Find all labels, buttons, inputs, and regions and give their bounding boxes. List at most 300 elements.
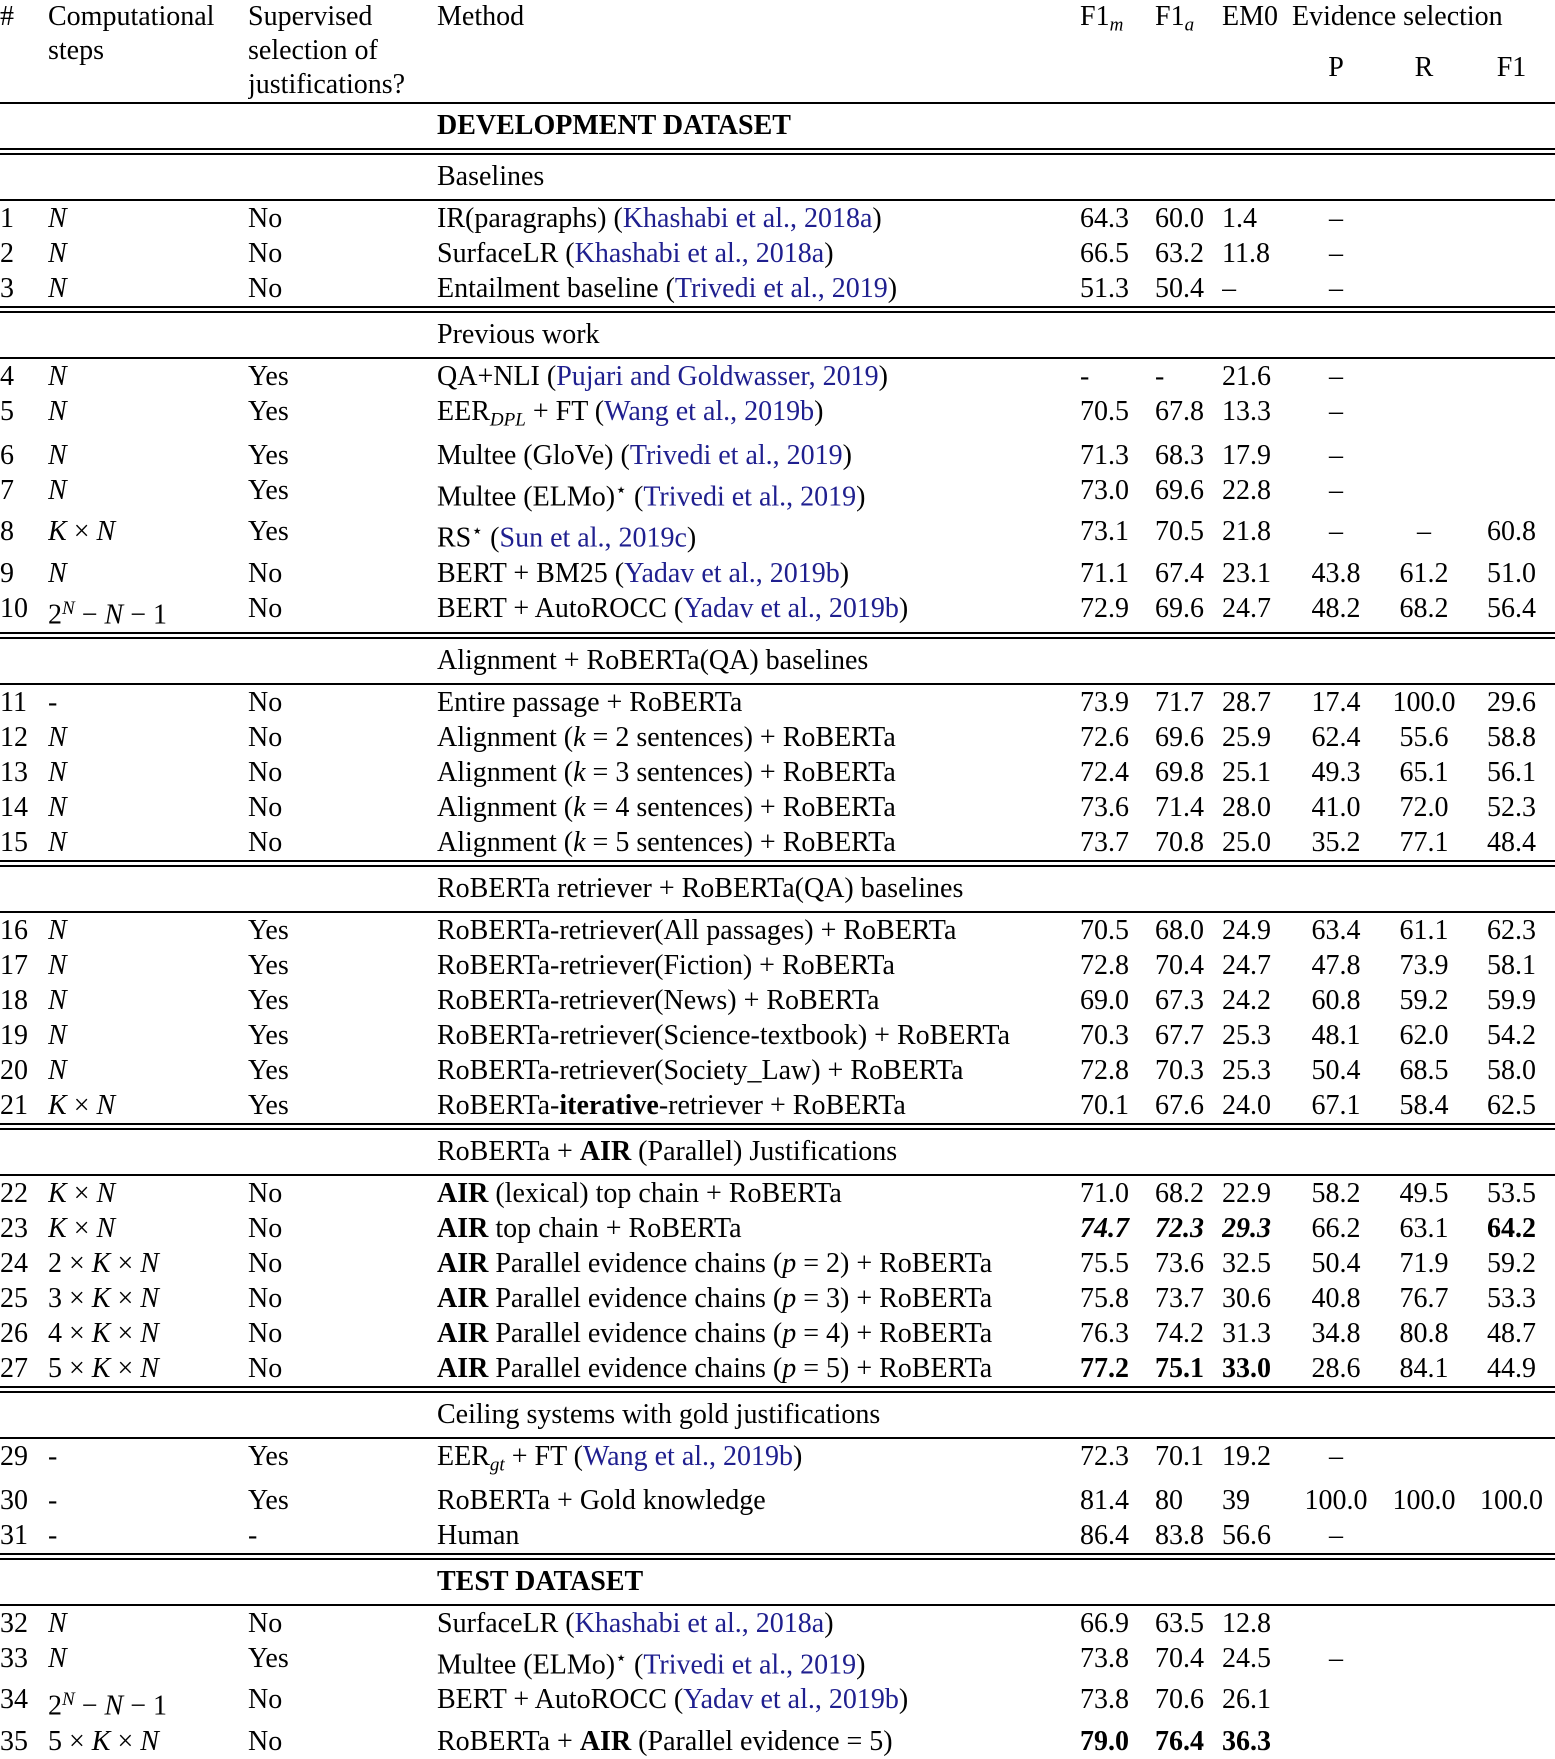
cell-em0: 24.9 <box>1222 912 1292 948</box>
text-segment: N <box>48 827 67 859</box>
section-row <box>0 103 1555 152</box>
cell-em0: 24.7 <box>1222 592 1271 624</box>
cell-recall: 58.4 <box>1399 1090 1449 1122</box>
cell-recall: 62.0 <box>1399 1020 1449 1052</box>
cell-recall: 63.1 <box>1399 1213 1449 1245</box>
cell-num: 30 <box>0 1484 28 1516</box>
cell-num: 2 <box>0 238 14 269</box>
text-segment: × <box>110 1318 141 1350</box>
text-segment: 29.3 <box>1222 1213 1271 1245</box>
cell-method <box>437 1351 1080 1390</box>
citation-link[interactable]: Wang et al., 2019b <box>583 1441 794 1473</box>
text-segment: K <box>91 1283 111 1315</box>
text-segment: − <box>74 599 105 631</box>
cell-f1m: 66.5 <box>1080 238 1129 269</box>
text-segment: SurfaceLR ( <box>437 238 575 269</box>
text-segment: K <box>91 1353 111 1385</box>
cell-f1a: 60.0 <box>1155 200 1222 236</box>
cell-evidence-f1 <box>1468 236 1555 271</box>
text-segment: Multee (GloVe) ( <box>437 439 630 471</box>
table-row <box>0 684 1555 720</box>
cell-f1m <box>1080 1211 1155 1246</box>
text-segment: RoBERTa + <box>437 1725 580 1757</box>
cell-f1a: 68.0 <box>1155 912 1222 948</box>
section-spacer <box>0 103 437 152</box>
cell-f1m: 70.5 <box>1080 396 1129 427</box>
cell-f1a <box>1155 1724 1222 1759</box>
text-segment: ) <box>793 1441 803 1473</box>
cell-recall <box>1380 1641 1468 1683</box>
cell-precision: – <box>1329 474 1343 506</box>
text-segment: Entire passage + RoBERTa <box>437 687 743 719</box>
section-title <box>437 1390 1555 1439</box>
table-row <box>0 1351 1555 1390</box>
cell-f1m: - <box>1080 358 1155 394</box>
cell-f1m: 73.1 <box>1080 516 1129 548</box>
cell-precision: 62.4 <box>1311 722 1361 754</box>
cell-evidence-f1: 48.4 <box>1487 827 1537 859</box>
text-segment: ) <box>898 1684 909 1716</box>
cell-recall <box>1380 1605 1468 1641</box>
cell-num: 20 <box>0 1055 28 1087</box>
cell-steps <box>48 1018 248 1053</box>
cell-em0: 22.8 <box>1222 474 1271 506</box>
text-segment: BERT + AutoROCC ( <box>437 592 684 624</box>
cell-f1a: 69.6 <box>1155 722 1204 754</box>
text-segment: × <box>110 1353 141 1385</box>
col-header-steps: Computational steps <box>48 1 215 66</box>
cell-precision: – <box>1329 1519 1343 1551</box>
citation-link[interactable]: Wang et al., 2019b <box>604 396 815 427</box>
cell-method <box>437 438 1080 473</box>
cell-em0: 28.0 <box>1222 792 1271 824</box>
cell-f1a: 83.8 <box>1155 1519 1204 1551</box>
cell-f1a: 73.7 <box>1155 1283 1204 1315</box>
text-segment: AIR <box>437 1283 489 1315</box>
cell-recall <box>1380 1518 1468 1557</box>
table-row <box>0 473 1555 515</box>
cell-recall: 68.5 <box>1399 1055 1449 1087</box>
text-segment: RoBERTa-retriever(Science-textbook) + RoBERTa <box>437 1020 1011 1052</box>
table-body <box>0 103 1555 1759</box>
cell-num: 11 <box>0 684 48 720</box>
col-header-evidence-f1: F1 <box>1496 51 1527 83</box>
cell-em0: 26.1 <box>1222 1684 1271 1716</box>
cell-method <box>437 358 1080 394</box>
cell-em0: 19.2 <box>1222 1438 1292 1483</box>
section-spacer <box>0 1127 437 1176</box>
cell-evidence-f1 <box>1468 358 1555 394</box>
cell-steps <box>48 514 248 556</box>
text-segment: 2 × <box>48 1248 92 1280</box>
text-segment: × <box>66 516 97 548</box>
text-segment: N <box>48 557 67 589</box>
cell-method <box>437 825 1080 864</box>
cell-num: 22 <box>0 1175 48 1211</box>
cell-method <box>437 514 1080 556</box>
text-segment: = 3 sentences) + RoBERTa <box>585 757 896 789</box>
citation-link[interactable]: Khashabi et al., 2018a <box>574 1607 825 1639</box>
section-title <box>437 310 1555 359</box>
cell-recall <box>1380 473 1468 515</box>
text-segment: Alignment ( <box>437 827 574 859</box>
text-segment: N <box>48 273 67 304</box>
text-segment: RoBERTa + <box>437 1136 580 1168</box>
text-segment: AIR <box>437 1318 489 1350</box>
cell-supervised: Yes <box>248 1090 289 1122</box>
section-spacer <box>0 152 437 201</box>
cell-recall: 73.9 <box>1399 950 1449 982</box>
text-segment: RoBERTa-retriever(Society_Law) + RoBERTa <box>437 1055 964 1087</box>
cell-steps <box>48 394 248 438</box>
cell-supervised: No <box>248 1725 283 1757</box>
text-segment: p <box>782 1318 797 1350</box>
text-segment: × <box>66 1178 97 1210</box>
cell-em0: 30.6 <box>1222 1283 1271 1315</box>
cell-f1a <box>1155 1351 1222 1390</box>
cell-steps <box>48 1316 248 1351</box>
cell-f1a: 69.6 <box>1155 474 1204 506</box>
cell-recall: 72.0 <box>1399 792 1449 824</box>
cell-steps <box>48 271 248 310</box>
cell-precision: – <box>1292 1438 1380 1483</box>
cell-f1a: 68.2 <box>1155 1175 1222 1211</box>
text-segment: = 3) + RoBERTa <box>796 1283 993 1315</box>
text-segment: RoBERTa-retriever(News) + RoBERTa <box>437 985 880 1017</box>
section-row <box>0 310 1555 359</box>
text-segment: AIR <box>579 1136 632 1168</box>
cell-f1m: 51.3 <box>1080 273 1129 304</box>
cell-precision: 40.8 <box>1311 1283 1361 1315</box>
cell-em0: 25.1 <box>1222 757 1271 789</box>
cell-f1a: 63.2 <box>1155 238 1204 269</box>
table-row <box>0 1281 1555 1316</box>
cell-f1a: 70.4 <box>1155 1642 1204 1674</box>
cell-precision <box>1292 1724 1380 1759</box>
text-segment: N <box>104 1690 124 1722</box>
f1a-subscript: a <box>1184 14 1195 36</box>
cell-method <box>437 1316 1080 1351</box>
text-segment: N <box>48 361 67 392</box>
cell-precision: 60.8 <box>1311 985 1361 1017</box>
cell-num: 13 <box>0 757 28 789</box>
text-segment: ) <box>686 522 697 554</box>
cell-evidence-f1: 56.4 <box>1487 592 1537 624</box>
text-segment: × <box>66 1090 97 1122</box>
cell-em0: 32.5 <box>1222 1248 1271 1280</box>
section-row <box>0 1127 1555 1176</box>
text-segment: 76.4 <box>1155 1725 1204 1757</box>
text-segment: 3 × <box>48 1283 92 1315</box>
cell-supervised: Yes <box>248 950 289 982</box>
text-segment: = 4) + RoBERTa <box>796 1318 993 1350</box>
cell-f1a <box>1155 1211 1222 1246</box>
cell-num: 33 <box>0 1642 28 1674</box>
text-segment: 75.1 <box>1155 1353 1204 1385</box>
cell-evidence-f1: 58.8 <box>1487 722 1537 754</box>
cell-supervised: Yes <box>248 439 289 471</box>
citation-link[interactable]: Trivedi et al., 2019 <box>643 481 857 513</box>
text-segment: ) <box>898 592 909 624</box>
table-row <box>0 1724 1555 1759</box>
text-segment: N <box>140 1318 159 1350</box>
cell-evidence-f1: 52.3 <box>1487 792 1537 824</box>
text-segment: N <box>48 1055 67 1087</box>
cell-precision: 35.2 <box>1311 827 1361 859</box>
table-row <box>0 1088 1555 1127</box>
cell-recall: 76.7 <box>1399 1283 1449 1315</box>
cell-em0 <box>1222 1211 1292 1246</box>
citation-link[interactable]: Sun et al., 2019c <box>499 522 687 554</box>
cell-supervised: Yes <box>248 985 289 1017</box>
cell-num: 26 <box>0 1318 28 1350</box>
cell-precision: 67.1 <box>1311 1090 1361 1122</box>
cell-em0: 28.7 <box>1222 684 1292 720</box>
cell-f1m: 72.8 <box>1080 1055 1129 1087</box>
cell-f1m: 71.0 <box>1080 1175 1155 1211</box>
text-segment: top chain + RoBERTa <box>488 1213 742 1245</box>
text-segment: AIR <box>437 1178 489 1210</box>
text-segment: N <box>96 1090 116 1122</box>
cell-f1m: 72.6 <box>1080 722 1129 754</box>
cell-evidence-f1 <box>1468 1724 1555 1759</box>
cell-evidence-f1 <box>1468 1211 1555 1246</box>
cell-em0 <box>1222 1724 1292 1759</box>
text-segment: p <box>782 1248 797 1280</box>
cell-recall: 77.1 <box>1399 827 1449 859</box>
section-title <box>437 636 1555 685</box>
cell-num: 19 <box>0 1020 28 1052</box>
text-segment: RoBERTa-retriever(All passages) + RoBERTa <box>437 915 957 947</box>
text-segment: DPL <box>489 409 526 431</box>
cell-f1a: 71.7 <box>1155 684 1222 720</box>
table-row <box>0 825 1555 864</box>
cell-f1a: 67.4 <box>1155 557 1204 589</box>
cell-f1a: 70.1 <box>1155 1438 1222 1483</box>
cell-recall <box>1380 236 1468 271</box>
text-segment: -retriever + RoBERTa <box>658 1090 906 1122</box>
text-segment: K <box>48 1090 67 1122</box>
text-segment: 2 <box>48 1690 62 1722</box>
cell-f1m: 72.9 <box>1080 592 1129 624</box>
text-segment: Parallel evidence chains ( <box>488 1318 783 1350</box>
text-segment: N <box>48 757 67 789</box>
cell-num: 8 <box>0 516 14 548</box>
text-segment: ) <box>814 396 824 427</box>
cell-supervised: No <box>248 1175 437 1211</box>
text-segment: Alignment ( <box>437 722 574 754</box>
cell-f1m: 86.4 <box>1080 1519 1129 1551</box>
cell-f1a: 67.6 <box>1155 1090 1204 1122</box>
cell-f1a: 70.3 <box>1155 1055 1204 1087</box>
cell-steps <box>48 1211 248 1246</box>
table-row <box>0 236 1555 271</box>
table-row <box>0 591 1555 636</box>
cell-steps <box>48 790 248 825</box>
cell-precision: – <box>1329 396 1343 427</box>
cell-supervised: No <box>248 757 283 789</box>
cell-em0 <box>1222 1351 1292 1390</box>
cell-method <box>437 790 1080 825</box>
text-segment: N <box>140 1725 159 1757</box>
text-segment: N <box>104 599 124 631</box>
text-segment: K <box>48 1213 67 1245</box>
cell-method <box>437 200 1080 236</box>
text-segment: (lexical) top chain + RoBERTa <box>488 1178 842 1210</box>
cell-num: 5 <box>0 396 14 427</box>
cell-method <box>437 591 1080 636</box>
citation-link[interactable]: Trivedi et al., 2019 <box>629 439 843 471</box>
cell-evidence-f1: 51.0 <box>1487 557 1537 589</box>
cell-em0: 12.8 <box>1222 1605 1292 1641</box>
cell-supervised: No <box>248 200 437 236</box>
text-segment: Parallel evidence chains ( <box>488 1353 783 1385</box>
text-segment: N <box>48 1607 67 1639</box>
cell-method <box>437 1211 1080 1246</box>
text-segment: RoBERTa- <box>437 1090 560 1122</box>
text-segment: 36.3 <box>1222 1725 1271 1757</box>
cell-f1a: 74.2 <box>1155 1318 1204 1350</box>
text-segment: K <box>91 1318 111 1350</box>
cell-evidence-f1 <box>1468 271 1555 310</box>
citation-link[interactable]: Trivedi et al., 2019 <box>674 273 888 304</box>
citation-link[interactable]: Trivedi et al., 2019 <box>643 1649 857 1681</box>
text-segment: K <box>91 1725 111 1757</box>
cell-em0: 56.6 <box>1222 1519 1271 1551</box>
text-segment: N <box>48 792 67 824</box>
cell-num: 6 <box>0 439 14 471</box>
cell-method <box>437 473 1080 515</box>
table-row <box>0 1316 1555 1351</box>
section-spacer <box>0 1556 437 1605</box>
citation-link[interactable]: Khashabi et al., 2018a <box>574 238 825 269</box>
table-row <box>0 948 1555 983</box>
cell-method <box>437 1724 1080 1759</box>
cell-num: 25 <box>0 1283 28 1315</box>
section-spacer <box>0 864 437 913</box>
text-segment: K <box>48 516 67 548</box>
cell-f1a: 73.6 <box>1155 1248 1204 1280</box>
cell-steps <box>48 358 248 394</box>
cell-f1m: 73.0 <box>1080 474 1129 506</box>
cell-precision <box>1292 1682 1380 1724</box>
text-segment: 2 <box>48 599 62 631</box>
text-segment: QA+NLI ( <box>437 361 557 392</box>
cell-supervised: Yes <box>248 396 289 427</box>
cell-f1a: 50.4 <box>1155 273 1204 304</box>
text-segment: + FT ( <box>525 396 605 427</box>
cell-f1m: 73.8 <box>1080 1642 1129 1674</box>
text-segment: (Parallel evidence = 5) <box>631 1725 893 1757</box>
cell-em0: 25.3 <box>1222 1020 1271 1052</box>
cell-recall: 68.2 <box>1399 592 1449 624</box>
cell-f1m: 72.8 <box>1080 950 1129 982</box>
text-segment: N <box>62 597 75 619</box>
cell-num: 9 <box>0 557 14 589</box>
text-segment: 79.0 <box>1080 1725 1129 1757</box>
table-header <box>0 0 1555 103</box>
cell-f1m <box>1080 1351 1155 1390</box>
cell-supervised: No <box>248 273 283 304</box>
text-segment: N <box>48 396 67 427</box>
cell-f1a: 70.4 <box>1155 950 1204 982</box>
cell-f1m: 72.4 <box>1080 757 1129 789</box>
cell-f1a: 67.7 <box>1155 1020 1204 1052</box>
table-row <box>0 1211 1555 1246</box>
col-header-em0: EM0 <box>1222 1 1278 32</box>
section-spacer <box>0 1390 437 1439</box>
cell-supervised: Yes <box>248 474 289 506</box>
text-segment: ⋆ <box>615 479 627 501</box>
citation-link[interactable]: Yadav et al., 2019b <box>683 592 899 624</box>
text-segment: AIR <box>579 1725 632 1757</box>
cell-precision: – <box>1292 358 1380 394</box>
text-segment: + FT ( <box>504 1441 583 1473</box>
text-segment: Entailment baseline ( <box>437 273 675 304</box>
cell-num: 7 <box>0 474 14 506</box>
header-row <box>0 0 1555 51</box>
text-segment: EER <box>437 1441 490 1473</box>
cell-method <box>437 394 1080 438</box>
cell-precision: – <box>1329 273 1343 304</box>
citation-link[interactable]: Pujari and Goldwasser, 2019 <box>556 361 879 392</box>
text-segment: ( <box>626 1649 644 1681</box>
cell-f1a: 69.8 <box>1155 757 1204 789</box>
col-header-recall: R <box>1414 51 1434 83</box>
text-segment: ) <box>839 557 850 589</box>
table-row <box>0 720 1555 755</box>
text-segment: N <box>140 1353 159 1385</box>
table-row <box>0 1438 1555 1483</box>
table-row <box>0 1682 1555 1724</box>
cell-supervised: No <box>248 1353 283 1385</box>
section-spacer <box>0 636 437 685</box>
citation-link[interactable]: Yadav et al., 2019b <box>624 557 840 589</box>
cell-f1a: 70.8 <box>1155 827 1204 859</box>
cell-steps <box>48 1053 248 1088</box>
cell-recall <box>1380 1438 1468 1483</box>
f1m-subscript: m <box>1109 14 1124 36</box>
table-row <box>0 556 1555 591</box>
text-segment: = 5) + RoBERTa <box>796 1353 993 1385</box>
cell-precision: 28.6 <box>1311 1353 1361 1385</box>
cell-evidence-f1: 48.7 <box>1487 1318 1537 1350</box>
cell-num: 21 <box>0 1090 28 1122</box>
citation-link[interactable]: Khashabi et al., 2018a <box>622 203 873 234</box>
f1m-label: F1 <box>1080 1 1110 32</box>
cell-num: 32 <box>0 1605 48 1641</box>
cell-evidence-f1: 58.0 <box>1487 1055 1537 1087</box>
cell-f1m: 75.5 <box>1080 1248 1129 1280</box>
text-segment: p <box>782 1283 797 1315</box>
text-segment: = 2) + RoBERTa <box>796 1248 993 1280</box>
table-row <box>0 1518 1555 1557</box>
cell-recall: 55.6 <box>1399 722 1449 754</box>
cell-evidence-f1 <box>1468 473 1555 515</box>
cell-f1m: 71.3 <box>1080 439 1129 471</box>
cell-recall: 71.9 <box>1399 1248 1449 1280</box>
text-segment: ) <box>878 361 888 392</box>
cell-recall <box>1380 200 1468 236</box>
cell-method <box>437 1018 1080 1053</box>
cell-num: 16 <box>0 912 48 948</box>
table-row <box>0 1175 1555 1211</box>
citation-link[interactable]: Yadav et al., 2019b <box>683 1684 899 1716</box>
cell-f1m: 73.8 <box>1080 1684 1129 1716</box>
text-segment: ) <box>872 203 882 234</box>
cell-precision: – <box>1329 439 1343 471</box>
cell-em0: 25.3 <box>1222 1055 1271 1087</box>
